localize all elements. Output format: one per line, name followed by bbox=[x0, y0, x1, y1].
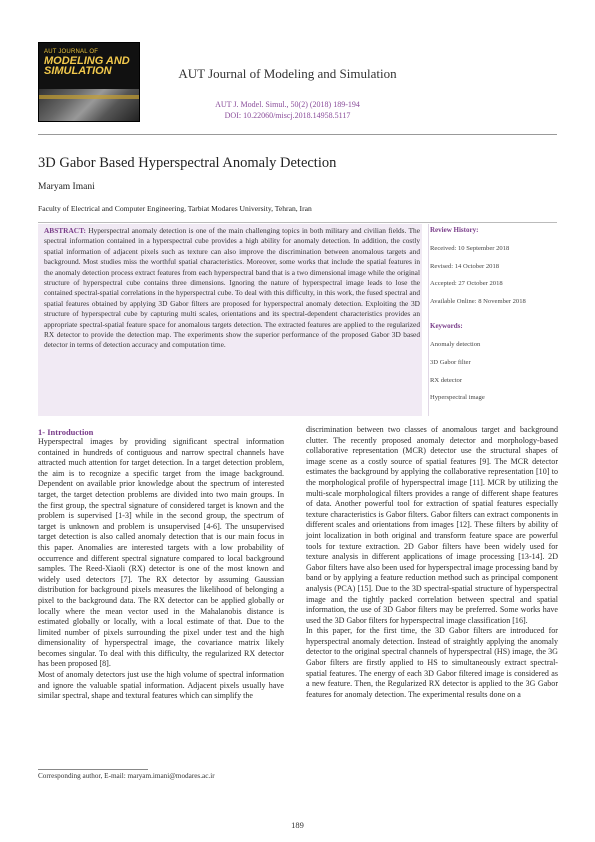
keywords-heading: Keywords: bbox=[430, 322, 463, 331]
review-history-heading: Review History: bbox=[430, 226, 479, 234]
online-date: Available Online: 8 November 2018 bbox=[430, 298, 526, 306]
page-number: 189 bbox=[291, 820, 304, 830]
keyword-item: Anomaly detection bbox=[430, 340, 481, 348]
body-column-left bbox=[38, 437, 284, 702]
abstract-text: Hyperspectral anomaly detection is one of the main challenging topics in both military and civilian fields. The spectral information contained in a hyperspectral cube provides a high ability for anomaly detection. In addition, the costly spatial information of adjacent pixels such as texture can also improve the discrimination between anomalous targets and background. Most studies miss the worthful spatial characteristics. Moreover, some works that include the spatial features in the anomaly detection process extract features from each hyperspectral band that is a two dimensional image while the original structure of hyperspectral cube contains three dimensions. Ignoring the nature of hyperspectral image leads to lose the contained spectral-spatial correlations in the hyperspectral cube. To deal with this difficulty, in this work, the fused spectral and spatial features obtained by applying 3D Gabor filters are proposed for hyperspectral anomaly detection. Exploiting the 3D structure of hyperspectral cube by capturing multi scales, orientations and its spectral-dependent characteristics provides an appropriate spectral-spatial feature space for anomalous targets detection. The extracted features are applied to the regularized RX detector to provide the detection map. The experiments show the superior performance of the proposed Gabor 3D based detector in terms of detection accuracy and computation time. bbox=[44, 226, 420, 350]
footnote-rule bbox=[38, 769, 148, 770]
logo-accent-bar bbox=[39, 95, 139, 99]
doi-link[interactable]: DOI: 10.22060/miscj.2018.14958.5117 bbox=[224, 111, 351, 120]
abstract-label: ABSTRACT: bbox=[44, 226, 86, 235]
paragraph: Hyperspectral images by providing significant spectral information contained in hundreds of contiguous and narrow spectral channels have attracted much attention for target detection. In a target detection problem, the aim is to recognize a specific target from the image background. Dependent on available prior knowledge about the spectrum of interested target, the target detection problems are divided into two main groups. In the first group, the spectral signature of considered target is known and the problem is supervised [1-3] while in the second group, the spectrum of target is unknown and problem is unsupervised [4-6]. The unsupervised target detection is also called anomaly detection that is our main focus in this paper. Anomalies are interested targets with a low probability of occurrence and different spectral signature compared to local background samples. The Reed-Xiaoli (RX) detector is one of the most known and widely used detectors [7]. The RX detector by assuming Gaussian distribution for background pixels measures the likelihood of belonging a pixel to the background data. The RX detector can be applied globally or locally where the mean vector used in the Mahalanobis distance is estimated globally or locally, with a local estimate of that. Due to the limited number of pixels surrounding the pixel under test and the high dimensionality of hyperspectral image, the covariance matrix likely becomes singular. To deal with this difficulty, the regularized RX detector has been proposed [8]. bbox=[38, 437, 284, 669]
received-date: Received: 10 September 2018 bbox=[430, 244, 510, 252]
author-name: Maryam Imani bbox=[38, 182, 95, 192]
logo-line3: SIMULATION bbox=[44, 65, 112, 77]
logo-line2: MODELING AND bbox=[44, 55, 130, 67]
abstract bbox=[44, 226, 420, 351]
paragraph: discrimination between two classes of anomalous target and background clutter. The recently proposed anomaly detector and morphology-based collaborative representation (MCR) detector use the structural shapes of image scene as a costly source of spatial features [9]. The MCR detector estimates the background by applying the collaborative representation [10] to the morphological profile of hyperspectral image [11]. MCR by utilizing the multi-scale morphological filters provides a range of different shape features of data. Another powerful tool for extraction of spatial features especially texture characteristics is Gabor filters. Gabor filters can extract components in different scales and orientations from images [12]. These filters by ability of joint localization in both original and transform feature space are powerful tools for texture extraction. 2D Gabor filters have been widely used for texture analysis in different applications of image processing [13-14]. 2D Gabor filters have also been used for hyperspectral image processing band by band or by applying a feature reduction method such as principal component analysis (PCA) [15]. Due to the 3D spectral-spatial structure of hyperspectral image and the tightly packed correlation between spectral and spatial information, the use of 3D Gabor filters may be preferred. Some works have used the 3D Gabor filters for hyperspectral image classification [16]. bbox=[306, 425, 558, 625]
title-divider bbox=[38, 222, 557, 223]
journal-logo bbox=[38, 42, 140, 122]
paragraph: Most of anomaly detectors just use the high volume of spectral information and ignore the valuable spatial information. Adjacent pixels usually have similar spectral, shape and textural features which can simplify the bbox=[38, 670, 284, 701]
corresponding-author-footnote: Corresponding author, E-mail: maryam.imani@modares.ac.ir bbox=[38, 772, 215, 780]
section-heading: 1- Introduction bbox=[38, 427, 94, 437]
logo-wordmark bbox=[44, 56, 130, 76]
body-column-right bbox=[306, 425, 558, 700]
paper-title: 3D Gabor Based Hyperspectral Anomaly Detection bbox=[38, 155, 337, 171]
logo-graphic bbox=[39, 89, 139, 121]
revised-date: Revised: 14 October 2018 bbox=[430, 262, 500, 270]
accepted-date: Accepted: 27 October 2018 bbox=[430, 280, 503, 288]
keyword-item: RX detector bbox=[430, 376, 463, 384]
journal-title: AUT Journal of Modeling and Simulation bbox=[178, 66, 397, 81]
logo-line1: AUT JOURNAL OF bbox=[44, 49, 99, 55]
article-info-sidebar bbox=[430, 226, 560, 402]
sidebar-divider bbox=[428, 224, 429, 416]
paragraph: In this paper, for the first time, the 3D Gabor filters are introduced for hyperspectral anomaly detection. Instead of straightly applying the anomaly detector to the original spectral channels of hyperspectral (HS) image, the 3G Gabor filters are firstly applied to HS to simultaneously extract spectral-spatial features. The energy of each 3D Gabor filtered image is considered as a new feature. Then, the Regularized RX detector is applied to the 3G Gabor features for anomaly detection. The experimental results done on a bbox=[306, 626, 558, 699]
keyword-item: Hyperspectral image bbox=[430, 394, 485, 402]
author-affiliation: Faculty of Electrical and Computer Engineering, Tarbiat Modares University, Tehran, Iran bbox=[38, 204, 312, 213]
keyword-item: 3D Gabor filter bbox=[430, 358, 471, 366]
header-divider bbox=[38, 134, 557, 135]
journal-reference bbox=[150, 99, 425, 121]
citation: AUT J. Model. Simul., 50(2) (2018) 189-194 bbox=[215, 100, 360, 109]
